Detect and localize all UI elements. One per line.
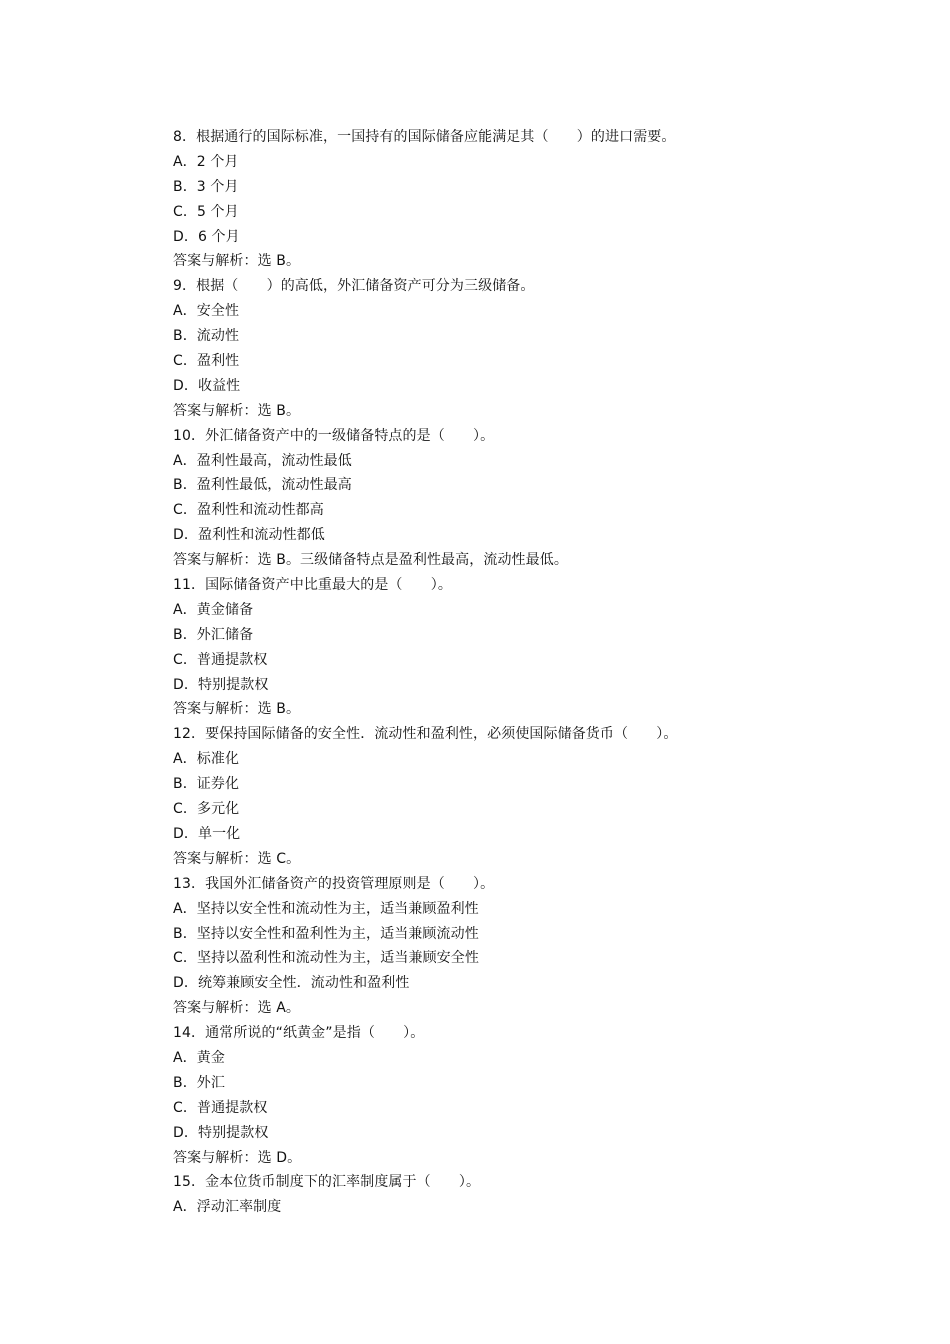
question-15: 15．金本位货币制度下的汇率制度属于（ ）。: [173, 1174, 481, 1191]
question-11: 11．国际储备资产中比重最大的是（ ）。: [173, 577, 452, 594]
question-13: 13．我国外汇储备资产的投资管理原则是（ ）。: [173, 875, 495, 892]
answer-10: 答案与解析：选 B。三级储备特点是盈利性最高，流动性最低。: [173, 552, 568, 569]
option-b: B．坚持以安全性和盈利性为主，适当兼顾流动性: [173, 925, 479, 942]
document-page: [173, 125, 893, 1220]
option-a: A．安全性: [173, 303, 240, 320]
option-d: D．收益性: [173, 377, 241, 394]
question-10: 10．外汇储备资产中的一级储备特点的是（ ）。: [173, 427, 495, 444]
answer-12: 答案与解析：选 C。: [173, 850, 301, 867]
answer-8: 答案与解析：选 B。: [173, 253, 301, 270]
answer-13: 答案与解析：选 A。: [173, 1000, 301, 1017]
question-9: 9．根据（ ）的高低，外汇储备资产可分为三级储备。: [173, 278, 535, 295]
option-a: A．盈利性最高，流动性最低: [173, 452, 352, 469]
option-a: A．浮动汇率制度: [173, 1199, 282, 1216]
answer-11: 答案与解析：选 B。: [173, 701, 301, 718]
question-12: 12．要保持国际储备的安全性．流动性和盈利性，必须使国际储备货币（ ）。: [173, 726, 678, 743]
option-d: D．6 个月: [173, 228, 240, 245]
option-b: B．盈利性最低，流动性最高: [173, 477, 352, 494]
option-c: C．盈利性和流动性都高: [173, 502, 324, 519]
option-d: D．特别提款权: [173, 676, 269, 693]
option-b: B．3 个月: [173, 178, 239, 195]
option-a: A．黄金: [173, 1049, 225, 1066]
question-8: 8．根据通行的国际标准，一国持有的国际储备应能满足其（ ）的进口需要。: [173, 129, 676, 145]
option-b: B．外汇储备: [173, 626, 254, 643]
option-d: D．盈利性和流动性都低: [173, 527, 325, 544]
option-c: C．盈利性: [173, 353, 240, 370]
option-b: B．流动性: [173, 328, 240, 345]
option-b: B．外汇: [173, 1074, 226, 1091]
answer-14: 答案与解析：选 D。: [173, 1149, 302, 1166]
question-14: 14．通常所说的“纸黄金”是指（ ）。: [173, 1025, 425, 1042]
option-d: D．特别提款权: [173, 1124, 269, 1141]
answer-9: 答案与解析：选 B。: [173, 402, 301, 419]
option-b: B．证券化: [173, 776, 240, 793]
option-a: A．黄金储备: [173, 601, 254, 618]
option-d: D．统筹兼顾安全性．流动性和盈利性: [173, 975, 410, 992]
option-c: C．多元化: [173, 801, 240, 818]
option-c: C．普通提款权: [173, 1099, 268, 1116]
option-a: A．2 个月: [173, 153, 239, 170]
option-a: A．坚持以安全性和流动性为主，适当兼顾盈利性: [173, 900, 479, 917]
option-c: C．坚持以盈利性和流动性为主，适当兼顾安全性: [173, 950, 479, 967]
option-c: C．普通提款权: [173, 651, 268, 668]
option-c: C．5 个月: [173, 203, 239, 220]
option-d: D．单一化: [173, 825, 241, 842]
option-a: A．标准化: [173, 751, 240, 768]
